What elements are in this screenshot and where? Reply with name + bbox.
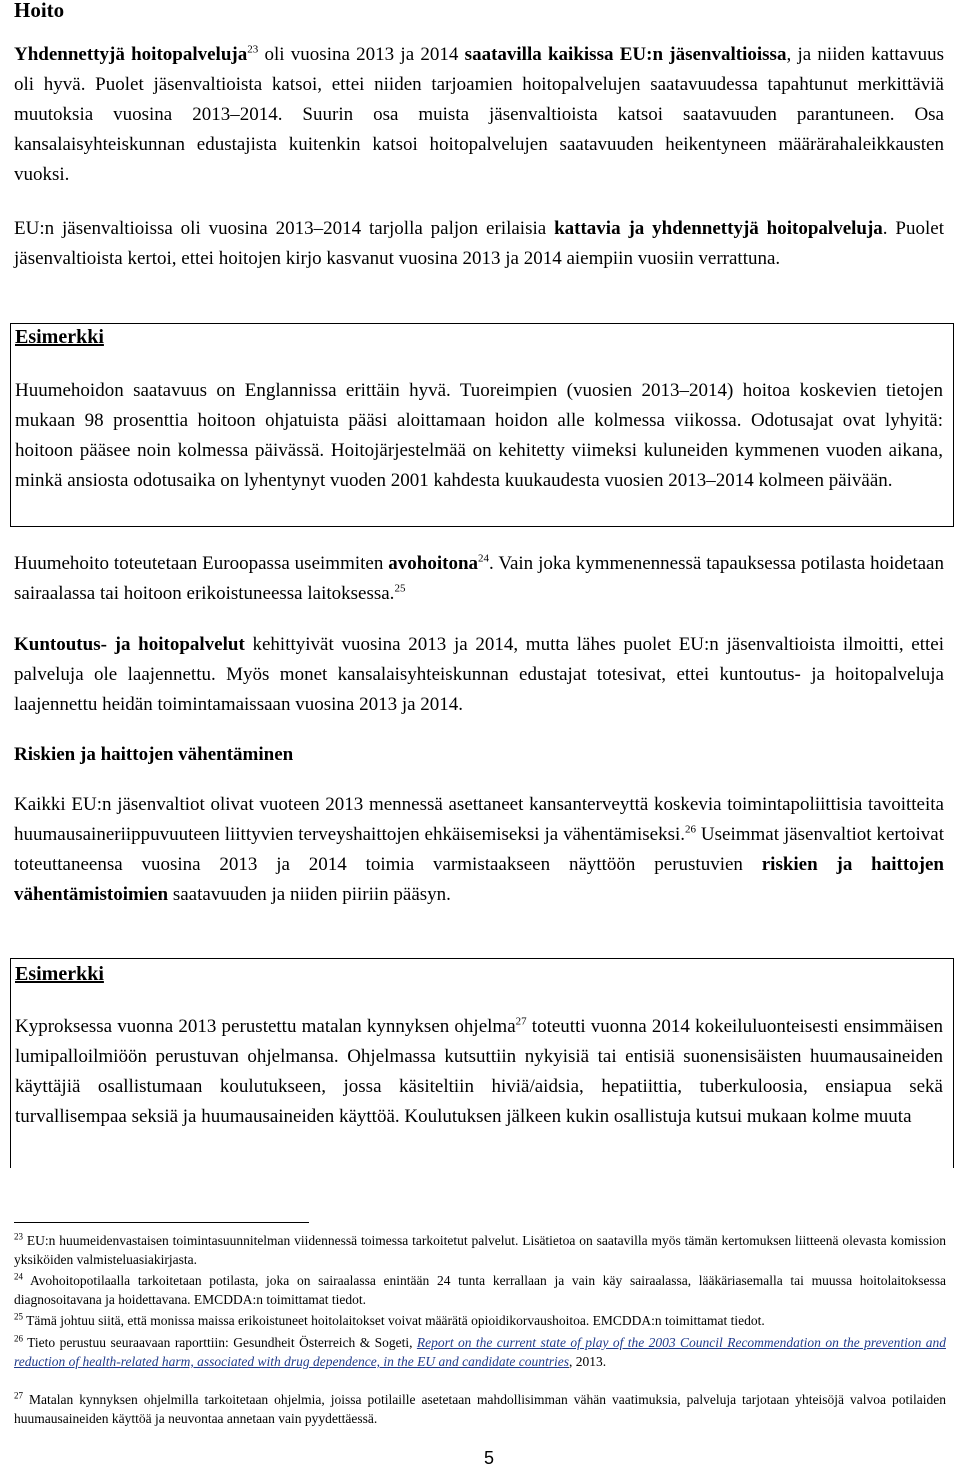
footnote-23: $^{23}$ EU:n huumeidenvastaisen toimintasuunnitelman viidennessä toimessa tarkoitetut palvelut. Lisätietoa on saatavilla myös tämän kertomuksen liitteenä olevasta komission yksiköiden valmisteluasiakirjasta.	[14, 1231, 946, 1267]
paragraph-rehabilitation: Kuntoutus- ja hoitopalvelut kehittyivät vuosina 2013 ja 2014, mutta lähes puolet EU:n jäsenvaltioista ilmoitti, ettei palveluja ole laajennettu. Myös monet kansalaisyhteiskunnan edustajat totesivat, ettei kuntoutus- ja hoitopalveluja laajennettu heidän toimintamaissaan vuosina 2013 ja 2014.	[14, 634, 944, 715]
bold-phrase: saatavilla kaikissa EU:n jäsenvaltioissa	[464, 44, 787, 65]
page-number: 5	[484, 1448, 495, 1468]
footnote-25: $^{25}$ Tämä johtuu siitä, että monissa maissa erikoistuneet hoitolaitokset voivat määrätä opioidikorvaushoitoa. EMCDDA:n toimittamat tiedot.	[14, 1311, 765, 1328]
section-title: Hoito	[14, 0, 65, 22]
footnote-ref[interactable]: 27	[515, 1015, 527, 1028]
footnote-ref[interactable]: 26	[685, 823, 696, 836]
paragraph-outpatient: Huumehoito toteutetaan Euroopassa useimmiten avohoitona$^{24}$. Vain joka kymmenennessä tapauksessa potilasta hoidetaan sairaalassa tai hoitoon erikoistuneessa laitoksessa.$^{25}$	[14, 552, 944, 604]
footnote-separator	[14, 1222, 309, 1223]
example-box-title: Esimerkki	[15, 326, 104, 348]
report-link[interactable]: Report on the current state of play of the 2003 Council Recommendation on the prevention and reduction of health-related harm, associated with drug dependence, in the EU and candidate countries	[14, 1335, 946, 1369]
footnote-27: $^{27}$ Matalan kynnyksen ohjelmilla tarkoitetaan ohjelmia, joissa potilaille asetetaan mahdollisimman vähän vaatimuksia, palveluja tarjotaan yhteisöjä valvoa potilaiden huumausaineiden käyttöä ja neuvontaa annetaan vain pyydettäessä.	[14, 1390, 946, 1426]
bold-phrase: avohoitona	[388, 553, 479, 574]
paragraph-hoito-availability: Yhdennettyjä hoitopalveluja$^{23}$ oli vuosina 2013 ja 2014 saatavilla kaikissa EU:n jäsenvaltioissa, ja niiden kattavuus oli hyvä. Puolet jäsenvaltioista katsoi, ettei niiden tarjoamien hoitopalvelujen saatavuudessa tapahtunut merkittäviä muutoksia vuosina 2013–2014. Suurin osa muista jäsenvaltioista katsoi saatavuuden parantuneen. Osa kansalaisyhteiskunnan edustajista kuitenkin katsoi hoitopalvelujen saatavuuden heikentyneen määrärahaleikkausten vuoksi.	[14, 43, 944, 185]
footnote-ref[interactable]: 24	[478, 552, 490, 565]
bold-phrase: Yhdennettyjä hoitopalveluja	[14, 44, 248, 65]
example-box-title: Esimerkki	[15, 963, 104, 985]
bold-phrase: kattavia ja yhdennettyjä hoitopalveluja	[554, 218, 883, 239]
example-box-text: Kyproksessa vuonna 2013 perustettu matalan kynnyksen ohjelma$^{27}$ toteutti vuonna 2014 kokeiluluonteisesti ensimmäisen lumipalloilmiöön perustuvan ohjelmansa. Ohjelmassa kutsuttiin nykyisiä tai entisiä suonensisäisten huumausaineiden käyttäjiä osallistumaan koulutukseen, jossa käsiteltiin hiviä/aidsia, hepatiittia, tuberkuloosia, ensiapua sekä turvallisempaa seksiä ja huumausaineiden käyttöä. Koulutuksen jälkeen kukin osallistuja kutsui mukaan kolme muuta	[15, 1015, 943, 1127]
bold-phrase: riskien ja haittojen vähentämistoimien	[14, 854, 944, 905]
bold-phrase: Kuntoutus- ja hoitopalvelut	[14, 634, 245, 655]
footnote-ref[interactable]: 23	[247, 43, 259, 56]
footnote-26: $^{26}$ Tieto perustuu seuraavaan raporttiin: Gesundheit Österreich & Sogeti, Report on the current state of play of the 2003 Council Recommendation on the prevention and reduction of health-related harm, associated with drug dependence, in the EU and candidate countries, 2013.	[14, 1333, 946, 1369]
example-box-england	[10, 323, 954, 527]
subsection-title: Riskien ja haittojen vähentäminen	[14, 744, 294, 765]
footnote-ref[interactable]: 25	[394, 582, 406, 595]
example-box-cyprus	[10, 958, 954, 1168]
paragraph-service-range: EU:n jäsenvaltioissa oli vuosina 2013–2014 tarjolla paljon erilaisia kattavia ja yhdennettyjä hoitopalveluja. Puolet jäsenvaltioista kertoi, ettei hoitojen kirjo kasvanut vuosina 2013 ja 2014 aiempiin vuosiin verrattuna.	[14, 218, 944, 269]
paragraph-harm-reduction: Kaikki EU:n jäsenvaltiot olivat vuoteen 2013 mennessä asettaneet kansanterveyttä koskevia toimintapoliittisia tavoitteita huumausaineriippuvuuteen liittyvien terveyshaittojen ehkäisemiseksi ja vähentämiseksi.$^{26}$ Useimmat jäsenvaltiot kertoivat toteuttaneensa vuosina 2013 ja 2014 toimia varmistaakseen näyttöön perustuvien riskien ja haittojen vähentämistoimien saatavuuden ja niiden piiriin pääsyn.	[14, 794, 944, 905]
footnote-24: $^{24}$ Avohoitopotilaalla tarkoitetaan potilasta, joka on sairaalassa enintään 24 tunta kerrallaan ja vain käy sairaalassa, lääkäriasemalla tai muussa hoitolaitoksessa diagnosoitavana ja hoidettavana. EMCDDA:n toimittamat tiedot.	[14, 1271, 946, 1307]
example-box-text: Huumehoidon saatavuus on Englannissa erittäin hyvä. Tuoreimpien (vuosien 2013–2014) hoitoa koskevien tietojen mukaan 98 prosenttia hoitoon ohjatuista pääsi aloittamaan hoidon alle kolmessa viikossa. Odotusajat ovat lyhyitä: hoitoon pääsee noin kolmessa päivässä. Hoitojärjestelmää on kehitetty viimeksi kuluneiden kymmenen vuoden aikana, minkä ansiosta odotusaika on lyhentynyt vuoden 2001 kahdesta kuukaudesta vuosien 2013–2014 kolmeen päivään.	[15, 380, 943, 491]
